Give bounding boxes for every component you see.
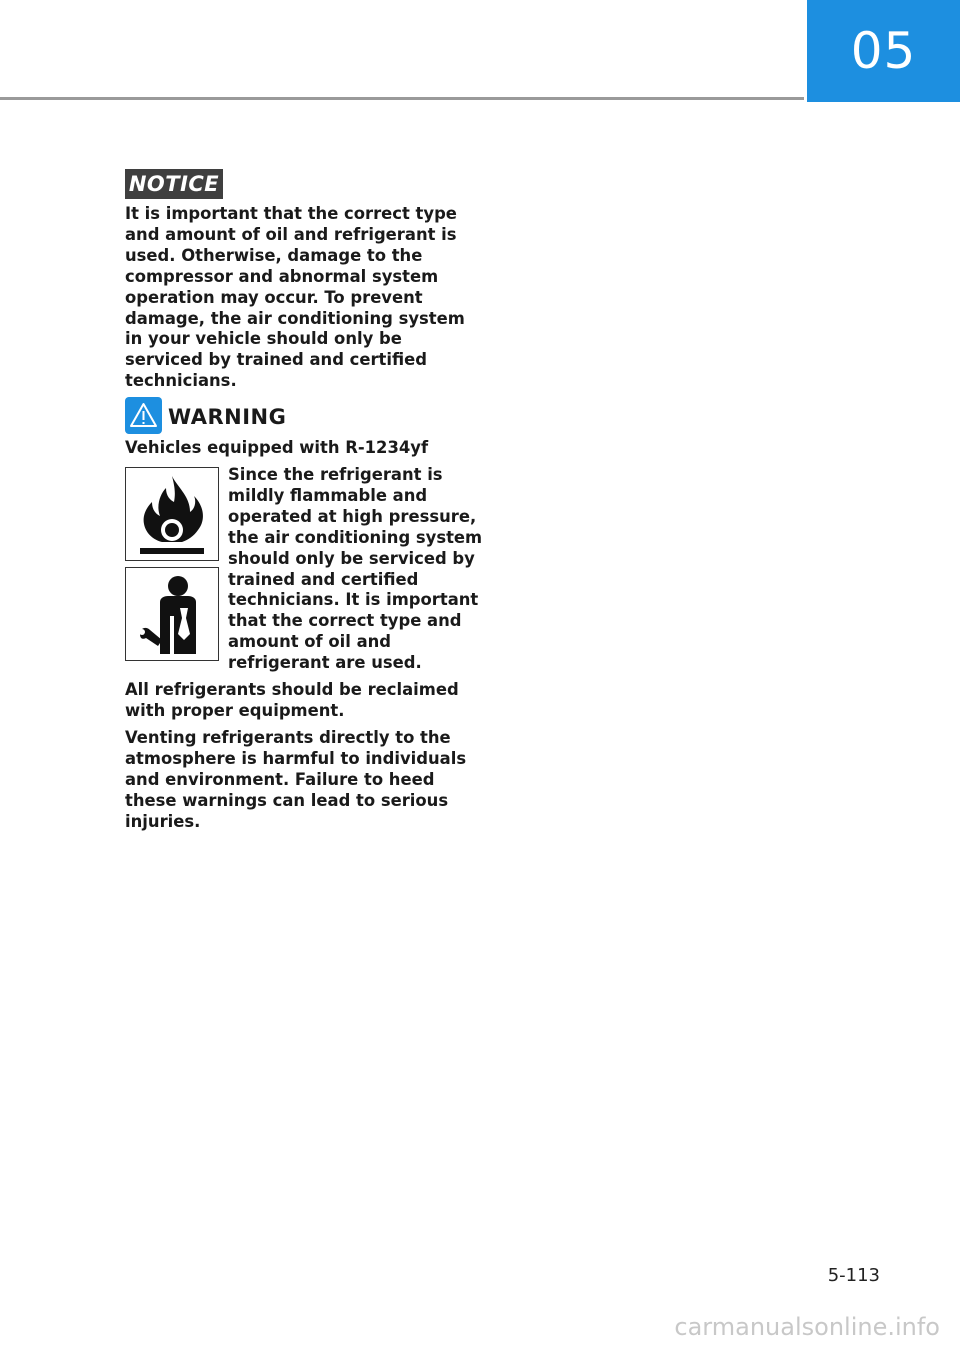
- warning-title: WARNING: [168, 405, 287, 429]
- warning-paragraph-reclaim: All refrigerants should be reclaimed with proper equipment.: [125, 680, 459, 720]
- trained-technician-icon: [125, 567, 219, 661]
- watermark: carmanualsonline.info: [674, 1313, 940, 1341]
- notice-text: It is important that the correct type and amount of oil and refrigerant is used. Otherwise, damage to the compressor and abnormal system operation may occur. To prevent damage, the air conditioning system in your vehicle should only be serviced by trained and certified technicians.: [125, 204, 465, 391]
- chapter-tab: 05: [807, 0, 960, 102]
- warning-paragraph-venting: Venting refrigerants directly to the atmosphere is harmful to individuals and environment. Failure to heed these warnings can lead to serious injuries.: [125, 728, 467, 831]
- header-rule: [0, 97, 804, 100]
- notice-badge: NOTICE: [125, 169, 223, 199]
- warning-subtitle: Vehicles equipped with R-1234yf: [125, 438, 429, 457]
- symbol-explanation-text: Since the refrigerant is mildly flammable and operated at high pressure, the air conditioning system should only be serviced by trained and certified technicians. It is important that the correct type and amount of oil and refrigerant are used.: [228, 465, 483, 673]
- flammable-flame-icon: [125, 467, 219, 561]
- page-number: 5-113: [827, 1265, 880, 1286]
- warning-triangle-icon: [125, 397, 162, 434]
